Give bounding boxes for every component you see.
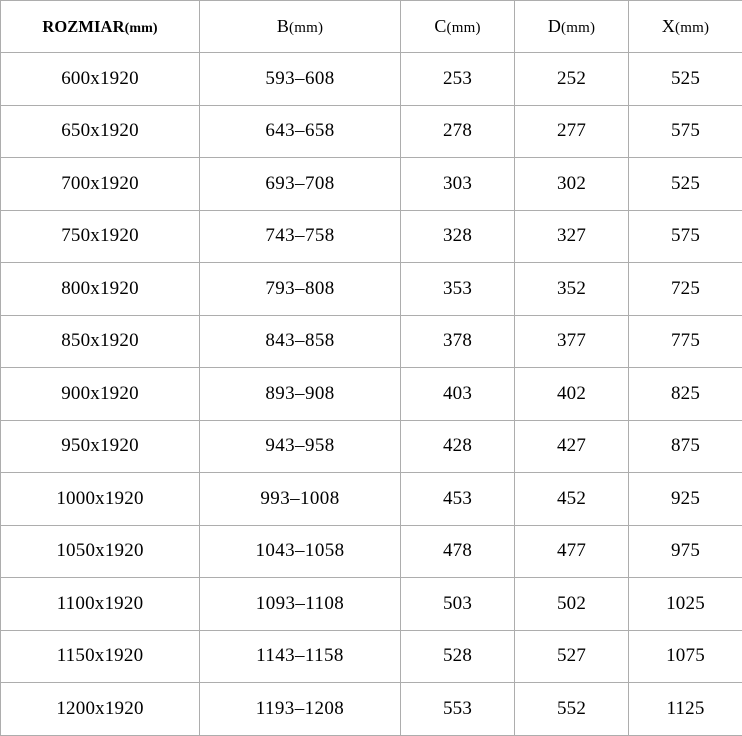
column-header-x-label: X — [662, 16, 675, 36]
column-header-b — [200, 1, 401, 53]
cell-x: 825 — [629, 368, 742, 421]
cell-x: 775 — [629, 315, 742, 368]
cell-d: 252 — [515, 53, 629, 106]
cell-size: 1000x1920 — [1, 473, 200, 526]
cell-d: 502 — [515, 578, 629, 631]
cell-x: 575 — [629, 105, 742, 158]
table-row — [1, 315, 742, 368]
cell-c: 553 — [401, 683, 515, 736]
cell-d: 352 — [515, 263, 629, 316]
column-header-c — [401, 1, 515, 53]
cell-size: 700x1920 — [1, 158, 200, 211]
table-row — [1, 53, 742, 106]
cell-b: 1043–1058 — [200, 525, 401, 578]
column-header-c-unit: (mm) — [447, 20, 481, 36]
table-row — [1, 525, 742, 578]
cell-d: 452 — [515, 473, 629, 526]
cell-b: 1143–1158 — [200, 630, 401, 683]
table-header — [1, 1, 742, 53]
column-header-size-unit: (mm) — [125, 21, 158, 36]
cell-size: 1150x1920 — [1, 630, 200, 683]
cell-b: 843–858 — [200, 315, 401, 368]
cell-c: 478 — [401, 525, 515, 578]
cell-c: 328 — [401, 210, 515, 263]
cell-size: 900x1920 — [1, 368, 200, 421]
cell-b: 743–758 — [200, 210, 401, 263]
table-row — [1, 578, 742, 631]
cell-size: 850x1920 — [1, 315, 200, 368]
column-header-d-label: D — [548, 16, 561, 36]
cell-x: 1125 — [629, 683, 742, 736]
cell-d: 277 — [515, 105, 629, 158]
table-row — [1, 420, 742, 473]
cell-d: 302 — [515, 158, 629, 211]
cell-x: 525 — [629, 53, 742, 106]
cell-b: 893–908 — [200, 368, 401, 421]
cell-size: 650x1920 — [1, 105, 200, 158]
cell-size: 800x1920 — [1, 263, 200, 316]
cell-c: 378 — [401, 315, 515, 368]
cell-x: 1075 — [629, 630, 742, 683]
table-row — [1, 630, 742, 683]
cell-c: 453 — [401, 473, 515, 526]
column-header-b-label: B — [277, 16, 289, 36]
table-row — [1, 368, 742, 421]
cell-size: 1050x1920 — [1, 525, 200, 578]
cell-c: 253 — [401, 53, 515, 106]
cell-d: 527 — [515, 630, 629, 683]
cell-c: 428 — [401, 420, 515, 473]
column-header-d-unit: (mm) — [561, 20, 595, 36]
cell-x: 525 — [629, 158, 742, 211]
cell-d: 477 — [515, 525, 629, 578]
cell-c: 403 — [401, 368, 515, 421]
cell-b: 943–958 — [200, 420, 401, 473]
cell-x: 725 — [629, 263, 742, 316]
cell-b: 1193–1208 — [200, 683, 401, 736]
header-row — [1, 1, 742, 53]
cell-size: 950x1920 — [1, 420, 200, 473]
cell-d: 402 — [515, 368, 629, 421]
cell-b: 593–608 — [200, 53, 401, 106]
cell-b: 643–658 — [200, 105, 401, 158]
cell-b: 793–808 — [200, 263, 401, 316]
cell-b: 693–708 — [200, 158, 401, 211]
cell-x: 925 — [629, 473, 742, 526]
table-body — [1, 53, 742, 736]
cell-d: 377 — [515, 315, 629, 368]
table-row — [1, 210, 742, 263]
column-header-c-label: C — [434, 16, 446, 36]
cell-c: 528 — [401, 630, 515, 683]
cell-d: 327 — [515, 210, 629, 263]
cell-size: 1100x1920 — [1, 578, 200, 631]
column-header-d — [515, 1, 629, 53]
cell-x: 1025 — [629, 578, 742, 631]
cell-x: 975 — [629, 525, 742, 578]
table-row — [1, 105, 742, 158]
table-row — [1, 158, 742, 211]
cell-c: 503 — [401, 578, 515, 631]
cell-b: 1093–1108 — [200, 578, 401, 631]
column-header-size-label: ROZMIAR — [42, 17, 124, 36]
cell-c: 303 — [401, 158, 515, 211]
column-header-size — [1, 1, 200, 53]
column-header-x-unit: (mm) — [675, 20, 709, 36]
cell-d: 427 — [515, 420, 629, 473]
table-row — [1, 263, 742, 316]
cell-x: 575 — [629, 210, 742, 263]
table-row — [1, 683, 742, 736]
cell-x: 875 — [629, 420, 742, 473]
cell-b: 993–1008 — [200, 473, 401, 526]
cell-size: 1200x1920 — [1, 683, 200, 736]
cell-d: 552 — [515, 683, 629, 736]
column-header-b-unit: (mm) — [289, 20, 323, 36]
cell-c: 278 — [401, 105, 515, 158]
cell-size: 600x1920 — [1, 53, 200, 106]
column-header-x — [629, 1, 742, 53]
cell-c: 353 — [401, 263, 515, 316]
table-row — [1, 473, 742, 526]
cell-size: 750x1920 — [1, 210, 200, 263]
